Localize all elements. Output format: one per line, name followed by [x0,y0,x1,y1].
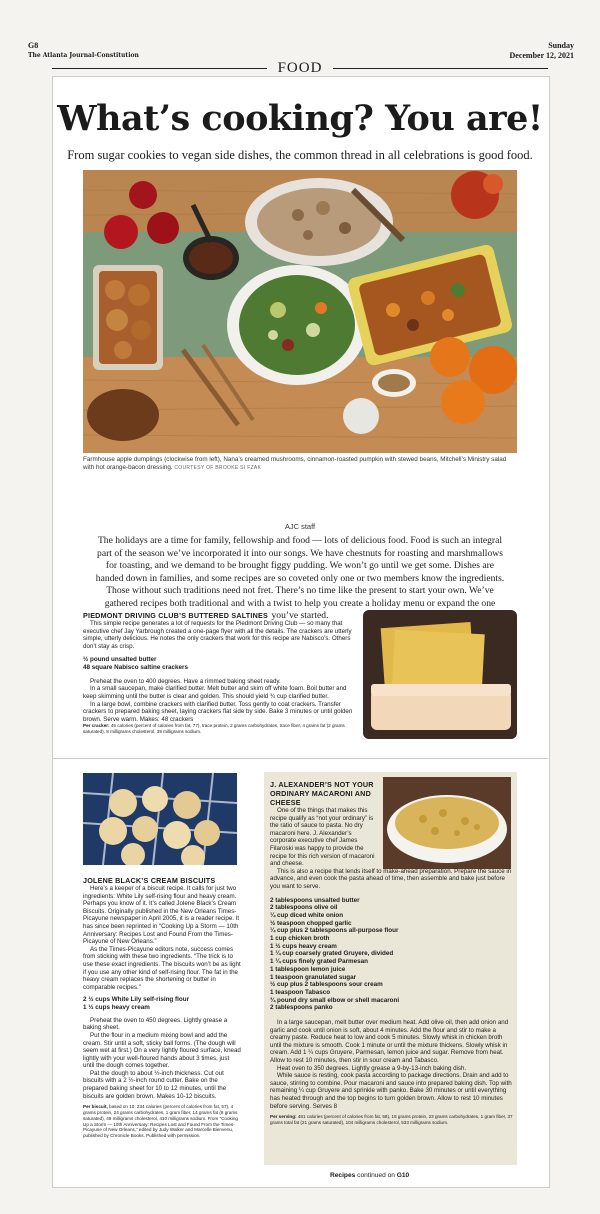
nutrition-label: Per cracker: [83,723,110,729]
recipe-cream-biscuits [83,876,241,1139]
nutrition-info [83,723,353,735]
ingredient: 2 ½ cups White Lily self-rising flour [83,996,190,1004]
hero-caption [83,456,517,472]
nutrition-label: Per biscuit, [83,1104,108,1110]
recipe-title: J. ALEXANDER’S NOT YOUR [270,780,374,789]
recipe-intro-wide [270,868,513,891]
recipe-body [83,885,241,991]
issue-date: December 12, 2021 [509,51,574,60]
ingredient-list [270,897,513,1013]
recipe-steps [83,678,353,724]
ingredient: ¾ pound dry small elbow or shell macaroni [270,996,400,1004]
issue-day: Sunday [548,41,574,50]
recipe-step: Preheat the oven to 400 degrees. Have a rimmed baking sheet ready. [90,677,281,685]
recipe-title: ORDINARY MACARONI AND [270,789,371,798]
recipe-steps [270,1019,513,1110]
nutrition-label: Per serving: [270,1114,297,1120]
nutrition-text: 45 calories (percent of calories from fat, 77), trace protein, 2 grams carbohydrates, trace fiber, 4 grams fat (2 grams saturated), 8 milligrams cholesterol, 39 milligrams sodium. [83,723,345,735]
nutrition-text: based on 10: 234 calories (percent of calories from fat, 57), 4 grams protein, 24 grams carbohydrates, 1 gram fiber, 14 grams fat (8 grams saturated), 49 milligrams cholesterol, 410 milligrams sodium. From “Cooking Up a Storm — 10th Anniversary: Recipes Lost and Found From the Times-Picayune of New Orleans,” edited by Judy Walker and Marcelle Bienvenu, published by Chronicle Books. Published with permission. [83,1104,238,1139]
hero-caption-text: Farmhouse apple dumplings (clockwise from left), Nana’s creamed mushrooms, cinnamon-roasted pumpkin with stewed beans, Mitchell’s Ministry salad with hot orange-bacon dressing. [83,456,507,471]
nutrition-text: 481 calories (percent of calories from fat, 58), 15 grams protein, 23 grams carbohydrates, 1 gram fiber, 37 grams total fat (21 grams saturated), 104 milligrams cholesterol, 533 milligrams sodium. [270,1114,513,1125]
photo-credit: COURTESY OF BROOKE SI FZAK [174,465,262,471]
recipe-body [83,620,353,650]
page-header-left [28,41,139,61]
byline: AJC staff [284,522,316,531]
recipe-intro: As the Times-Picayune editors note, success comes from sticking with these two ingredients. “The trick is to use these exact ingredients. The biscuits won’t be as light if you use any other kind of self-rising flour. The fat in the heavy cream replaces the shortening or butter in comparable recipes.” [83,945,241,991]
deck: From sugar cookies to vegan side dishes, the common thread in all celebrations is good food. [67,148,533,162]
continued-page: G10 [396,1172,410,1179]
recipe-intro: This simple recipe generates a lot of requests for the Piedmont Driving Club — so many that executive chef Jay Yarbrough created a one-page flyer with all the details. The crackers are utterly simple, utterly delicious. He notes the only crackers that work for this recipe are Nabisco’s. Others don’t stay as crisp. [83,620,352,650]
recipe-step: Put the flour in a medium mixing bowl and add the cream. Stir until a soft, sticky ball forms. (The dough will seem wet at first.) On a very lightly floured surface, knead lightly with your well-floured hands about 3 times, just until the dough comes together. [83,1031,241,1070]
ingredient: 1 teaspoon Tabasco [270,988,331,996]
ingredient: ½ pound unsalted butter [83,656,157,664]
recipe-title: JOLENE BLACK’S CREAM BISCUITS [83,876,216,885]
recipe-step: Heat oven to 350 degrees. Lightly grease a 9-by-13-inch baking dish. [277,1064,467,1072]
page-header-right [510,41,575,61]
ingredient: 1 cup chicken broth [270,935,330,943]
page-number: G8 [28,41,39,50]
recipe-step: In a large saucepan, melt butter over medium heat. Add olive oil, then add onion and garlic and cook until onion is soft, about 4 minutes. Add the flour and stir to make a creamy paste. Reduce heat to low and cook 5 minutes. Slowly whisk in chicken broth until the mixture is smooth. Cook 1 minute or until the mixture thickens. Slowly whisk in cream. Add 1 ¼ cups Gruyere, Parmesan, lemon juice and sugar. Remove from heat. Allow to rest 10 minutes, then stir in sour cream and Tabasco. [270,1019,509,1065]
recipe-intro-narrow [270,807,378,868]
ingredient: 2 tablespoons unsalted butter [270,896,360,904]
recipe-step: Pat the dough to about ½-inch thickness. Cut out biscuits with a 2 ½-inch round cutter. Bake on the prepared baking sheet for 10 to 12 minutes, until the biscuits are golden brown. Makes 10-12 biscuits. [83,1069,227,1100]
ingredient: 1 ½ cups heavy cream [270,942,337,950]
biscuits-illustration [83,773,237,865]
ingredient: ½ cup plus 2 tablespoons sour cream [270,981,383,989]
ingredient: 1 ½ cups heavy cream [83,1004,150,1012]
ingredient: ½ teaspoon chopped garlic [270,919,352,927]
continued-notice [330,1172,510,1179]
recipe-steps [83,1017,241,1101]
recipe-step: In a large bowl, combine crackers with clarified butter. Toss gently to coat crackers. Transfer crackers to prepared baking sheet, laying crackers flat side by side. Bake 3 minutes or until golden brown. Serve warm. Makes: 48 crackers [83,700,353,723]
ingredient: 2 tablespoons panko [270,1004,333,1012]
continued-text: continued on [357,1172,395,1179]
publication-name: The Atlanta Journal-Constitution [28,52,139,59]
recipe-buttered-saltines [83,611,353,735]
intro-text: The holidays are a time for family, fellowship and food — lots of delicious food. Food is such an integral part of the season we’ve incorporated it into our songs. We have chestnuts for roasting and marshmallows for toasting, and we demand to be brought figgy pudding. We won’t go until we get some. Dishes are handed down in families, and some recipes are so coveted only one or two members know the ingredients. Those without such traditions need not fret. There’s no time like the present to start your own. We’ve gathered recipes both traditional and with a twist to help you create a holiday menu or expand the one you’ve started. [95,535,505,621]
recipe-intro: Here’s a keeper of a biscuit recipe. It calls for just two ingredients: White Lily self-rising flour and heavy cream. Perhaps you know of it. It’s called Jolene Black’s Cream Biscuits. Originally published in the New Orleans Times-Picayune newspaper in April 2005, it is a reader recipe. It has since been reprinted in “Cooking Up a Storm — 10th Anniversary: Recipes Lost and Found From the Times-Picayune of New Orleans.” [83,885,240,946]
crackers-illustration [363,610,517,739]
continued-label: Recipes [330,1172,356,1179]
section-title: FOOD [277,60,323,76]
recipe-step: While sauce is resting, cook pasta according to package directions. Drain and add to sauce, stirring to combine. Pour macaroni and sauce into prepared baking dish. Top with remaining ¼ cup Gruyere and sprinkle with panko. Bake 30 minutes or until everything has heated through and the top begins to turn golden brown. Allow to rest 10 minutes before serving. Serves 8 [270,1072,512,1110]
ingredient: 1 tablespoon lemon juice [270,965,346,973]
saltines-photo [363,610,517,739]
biscuits-photo [83,773,237,865]
section-divider [52,758,548,759]
recipe-title: PIEDMONT DRIVING CLUB’S BUTTERED SALTINES [83,611,268,620]
ingredient: 48 square Nabisco saltine crackers [83,664,189,672]
recipe-intro: This is also a recipe that lends itself to make-ahead preparation. Prepare the sauce in advance, and even cook the pasta ahead of time, then assemble and bake just before you want to serve. [270,867,512,890]
ingredient: 1 ¼ cup coarsely grated Gruyere, divided [270,950,394,958]
recipe-title: CHEESE [270,798,301,807]
headline: What’s cooking? You are! [57,98,543,139]
hero-photo [83,170,517,453]
ingredient: ¼ cup plus 2 tablespoons all-purpose flour [270,927,399,935]
ingredient: 2 tablespoons olive oil [270,904,338,912]
recipe-intro: One of the things that makes this recipe qualify as “not your ordinary” is the ratio of sauce to pasta. No dry macaroni here. J. Alexander’s corporate executive chef James Filaroski was happy to provide the recipe for this rich version of macaroni and cheese. [270,807,375,868]
ingredient: 1 teaspoon granulated sugar [270,973,357,981]
recipe-step: In a small saucepan, make clarified butter. Melt butter and skim off white foam. Boil butter and keep skimming until the butter is clear and golden. This should yield ¾ cup clarified butter. [83,685,347,700]
recipe-step: Preheat the oven to 450 degrees. Lightly grease a baking sheet. [83,1016,228,1032]
recipe-mac-and-cheese [270,780,513,1126]
nutrition-info [270,1114,513,1126]
holiday-spread-illustration [83,170,517,453]
nutrition-info [83,1104,241,1139]
ingredient: 1 ¼ cups finely grated Parmesan [270,958,368,966]
ingredient: ¼ cup diced white onion [270,911,344,919]
